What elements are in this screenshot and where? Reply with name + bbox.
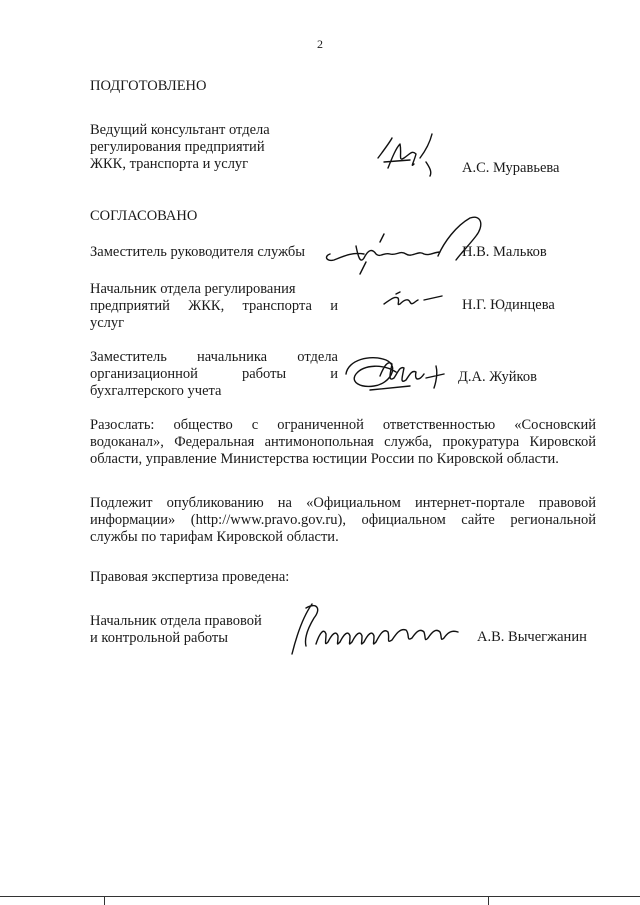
- name-malkov: Н.В. Мальков: [462, 244, 547, 260]
- prepared-heading: ПОДГОТОВЛЕНО: [90, 78, 207, 94]
- distribution-paragraph: [90, 417, 596, 468]
- position-line: Начальник отдела регулирования: [90, 281, 296, 297]
- position-line: Заместитель начальника отдела: [90, 349, 338, 365]
- name-zhuikov: Д.А. Жуйков: [458, 369, 537, 385]
- position-line: Заместитель руководителя службы: [90, 244, 306, 260]
- position-line: регулирования предприятий: [90, 139, 265, 155]
- paragraph-line: информации» (http://www.pravo.gov.ru), официальном сайте региональной: [90, 512, 596, 528]
- paragraph-line: водоканал», Федеральная антимонопольная служба, прокуратура Кировской: [90, 434, 596, 450]
- position-line: предприятий ЖКК, транспорта и: [90, 298, 338, 314]
- publication-paragraph: [90, 495, 596, 546]
- agreed-heading: СОГЛАСОВАНО: [90, 208, 198, 224]
- position-line: услуг: [90, 315, 125, 331]
- bottom-tick: [488, 897, 489, 905]
- position-line: и контрольной работы: [90, 630, 228, 646]
- paragraph-line: Подлежит опубликованию на «Официальном интернет-портале правовой: [90, 495, 596, 511]
- name-vychegzhanin: А.В. Вычегжанин: [477, 629, 587, 645]
- page-number: 2: [317, 37, 323, 51]
- signatory-3-position: [90, 349, 338, 400]
- position-line: ЖКК, транспорта и услуг: [90, 156, 249, 172]
- name-muravyeva: А.С. Муравьева: [462, 160, 560, 176]
- name-yudintseva: Н.Г. Юдинцева: [462, 297, 555, 313]
- paragraph-line: службы по тарифам Кировской области.: [90, 529, 339, 545]
- legal-review-statement: Правовая экспертиза проведена:: [90, 569, 290, 585]
- signature-vychegzhanin: [282, 598, 467, 660]
- bottom-tick: [104, 897, 105, 905]
- signature-muravyeva: [370, 128, 450, 180]
- bottom-rule: [0, 896, 640, 897]
- signatory-1-position: [90, 244, 338, 261]
- paragraph-line: Разослать: общество с ограниченной ответственностью «Сосновский: [90, 417, 596, 433]
- paragraph-line: области, управление Министерства юстиции России по Кировской области.: [90, 451, 559, 467]
- position-line: Ведущий консультант отдела: [90, 122, 270, 138]
- signature-yudintseva: [380, 290, 450, 314]
- prepared-position: [90, 122, 338, 173]
- signatory-2-position: [90, 281, 338, 332]
- position-line: Начальник отдела правовой: [90, 613, 262, 629]
- signature-zhuikov: [340, 350, 465, 396]
- position-line: бухгалтерского учета: [90, 383, 222, 399]
- position-line: организационной работы и: [90, 366, 338, 382]
